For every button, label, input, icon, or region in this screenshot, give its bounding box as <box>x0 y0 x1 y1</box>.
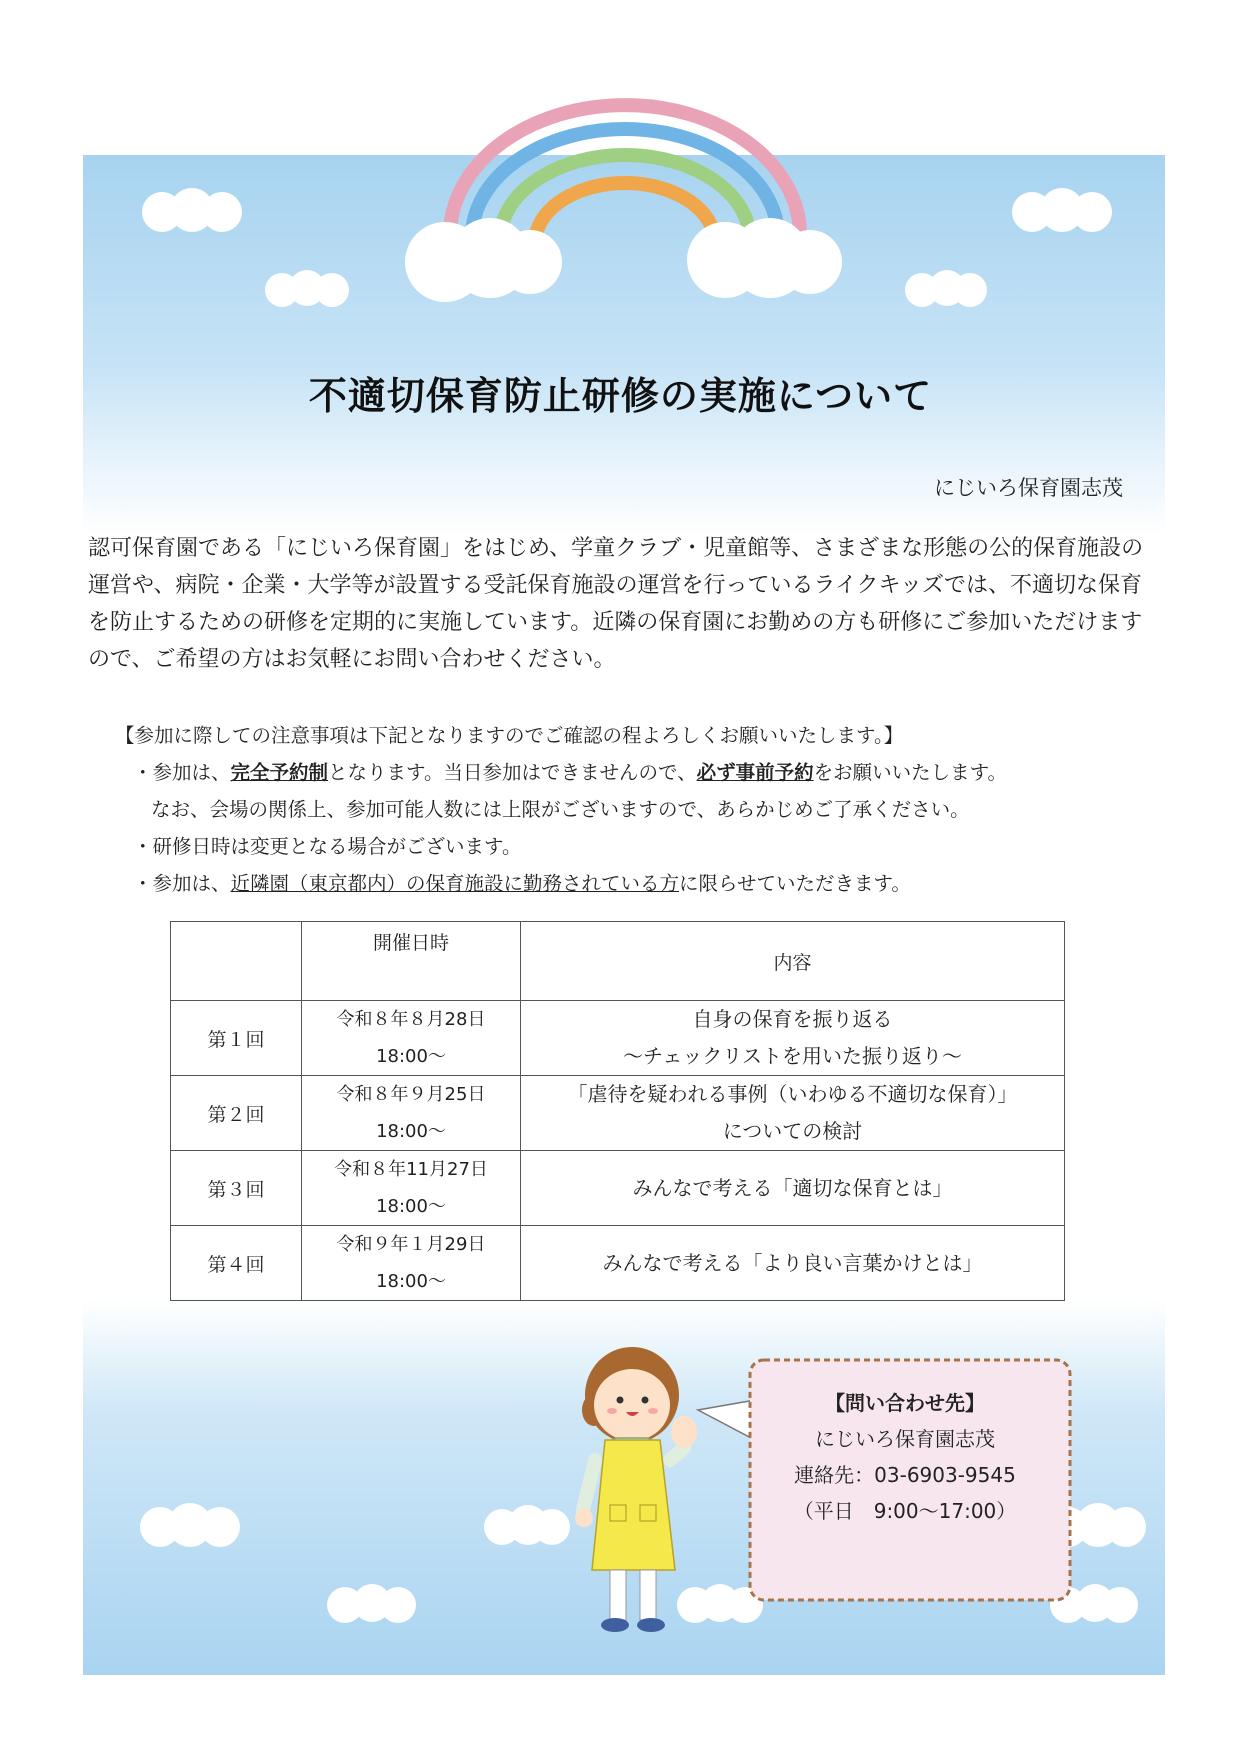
note-emphasis: 必ず事前予約 <box>696 761 814 784</box>
session-content: みんなで考える「適切な保育とは」 <box>521 1151 1065 1226</box>
page-title: 不適切保育防止研修の実施について <box>308 374 933 418</box>
intro-paragraph: 認可保育園である「にじいろ保育園」をはじめ、学童クラブ・児童館等、さまざまな形態の公的保育施設の運営や、病院・企業・大学等が設置する受託保育施設の運営を行っているライクキッズでは、不適切な保育を防止するための研修を定期的に実施しています。近隣の保育園にお勤めの方も研修にご参加いただけますので、ご希望の方はお気軽にお問い合わせください。 <box>88 536 1144 672</box>
header-date: 開催日時 <box>302 922 521 1001</box>
session-content <box>521 1076 1065 1151</box>
note-text: に限らせていただきます。 <box>679 872 911 895</box>
note-text: をお願いいたします。 <box>813 761 1008 784</box>
session-datetime <box>302 1226 521 1301</box>
cloud-icon <box>405 218 842 302</box>
table-header-row <box>171 922 1065 1001</box>
session-datetime <box>302 1076 521 1151</box>
session-content: みんなで考える「より良い言葉かけとは」 <box>521 1226 1065 1301</box>
header-blank <box>171 922 302 1001</box>
note-text: となります。当日参加はできませんので、 <box>328 761 697 784</box>
session-number: 第２回 <box>171 1076 302 1151</box>
session-number: 第１回 <box>171 1001 302 1076</box>
cloud-icon <box>142 188 1112 307</box>
schedule-table <box>170 921 1065 1301</box>
session-time: 18:00～ <box>376 1196 446 1217</box>
note-text: ・参加は、 <box>133 872 231 895</box>
session-time: 18:00～ <box>376 1046 446 1067</box>
session-datetime <box>302 1151 521 1226</box>
contact-info <box>760 1385 1050 1529</box>
contact-phone: 連絡先：03-6903-9545 <box>794 1463 1016 1487</box>
contact-name: にじいろ保育園志茂 <box>815 1427 995 1451</box>
session-content <box>521 1001 1065 1076</box>
note-item-reservation <box>115 754 1115 791</box>
table-row <box>171 1076 1065 1151</box>
session-date: 令和９年１月29日 <box>336 1234 486 1255</box>
notes-section <box>115 717 1115 902</box>
organization-name: にじいろ保育園志茂 <box>934 476 1123 500</box>
note-item-schedule-change: ・研修日時は変更となる場合がございます。 <box>133 835 522 858</box>
session-content-line: 「虐待を疑われる事例（いわゆる不適切な保育）」 <box>567 1082 1018 1106</box>
session-date: 令和８年８月28日 <box>336 1009 486 1030</box>
contact-title: 【問い合わせ先】 <box>825 1391 985 1415</box>
note-item-eligibility <box>115 865 1115 902</box>
table-row <box>171 1001 1065 1076</box>
notes-heading: 【参加に際しての注意事項は下記となりますのでご確認の程よろしくお願いいたします。】 <box>115 724 904 747</box>
note-text: ・参加は、 <box>133 761 231 784</box>
session-content-line: ～チェックリストを用いた振り返り～ <box>623 1044 962 1068</box>
table-row <box>171 1151 1065 1226</box>
session-number: 第４回 <box>171 1226 302 1301</box>
session-time: 18:00～ <box>376 1271 446 1292</box>
session-date: 令和８年９月25日 <box>336 1084 486 1105</box>
teacher-illustration <box>575 1347 697 1632</box>
note-emphasis: 完全予約制 <box>230 761 329 784</box>
contact-hours: （平日 9:00～17:00） <box>793 1499 1017 1523</box>
session-date: 令和８年11月27日 <box>334 1159 488 1180</box>
table-row <box>171 1226 1065 1301</box>
session-content-line: 自身の保育を振り返る <box>692 1007 893 1031</box>
header-content: 内容 <box>521 922 1065 1001</box>
note-emphasis: 近隣園（東京都内）の保育施設に勤務されている方 <box>230 872 680 895</box>
session-content-line: についての検討 <box>722 1119 863 1143</box>
session-number: 第３回 <box>171 1151 302 1226</box>
note-item-capacity: なお、会場の関係上、参加可能人数には上限がございますので、あらかじめご了承ください。 <box>151 798 970 821</box>
session-time: 18:00～ <box>376 1121 446 1142</box>
session-datetime <box>302 1001 521 1076</box>
